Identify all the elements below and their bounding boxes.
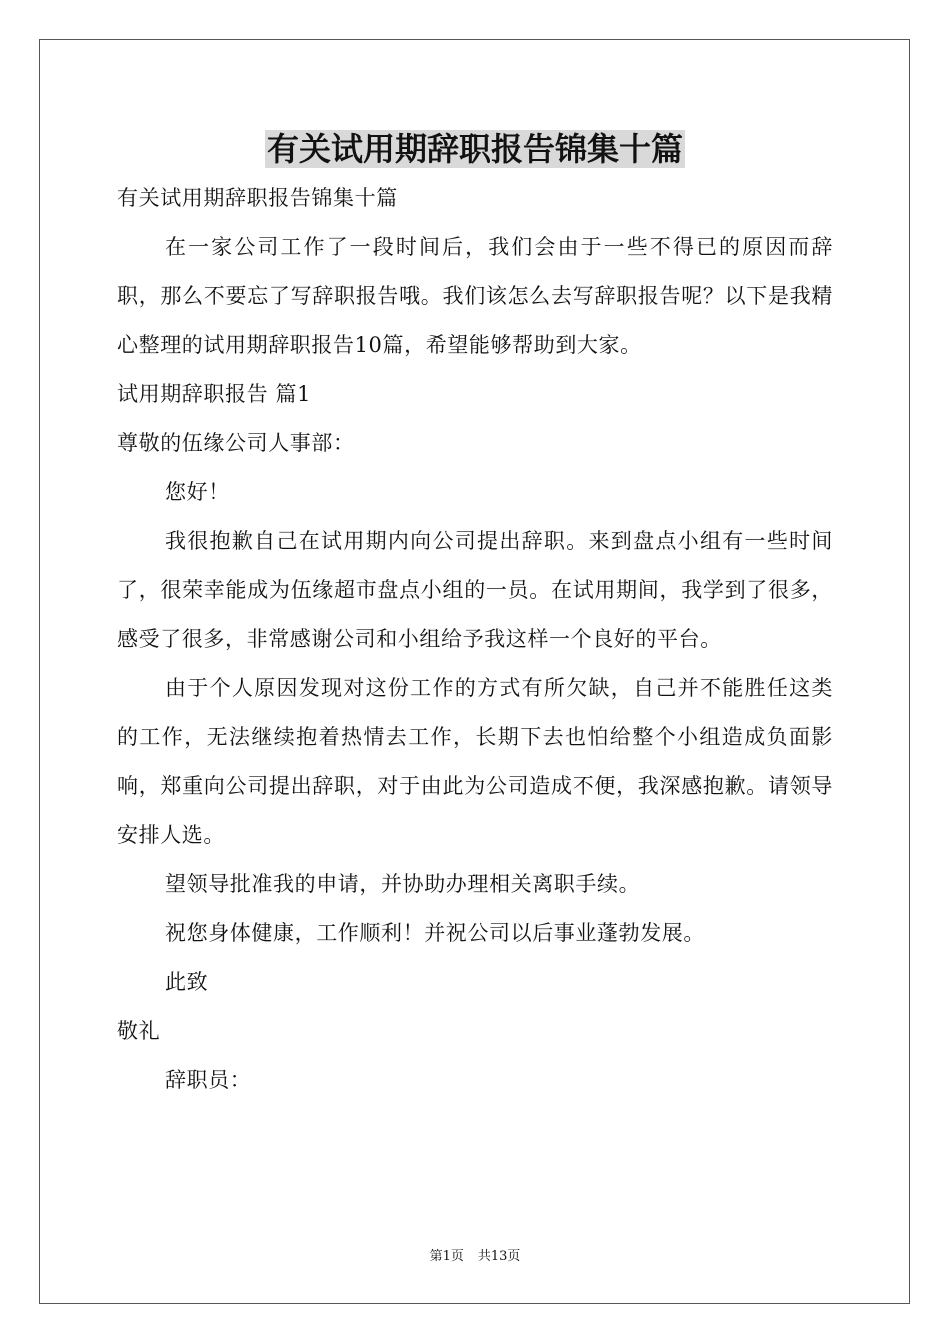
- signature-label: 辞职员：: [165, 1068, 252, 1092]
- greeting: 您好！: [165, 480, 230, 504]
- closing-line-1: 此致: [165, 970, 209, 994]
- section-heading: 试用期辞职报告 篇1: [117, 382, 312, 406]
- document-subtitle: 有关试用期辞职报告锦集十篇: [117, 186, 398, 210]
- document-body: [117, 174, 833, 1105]
- body-paragraph-4: 祝您身体健康，工作顺利！并祝公司以后事业蓬勃发展。: [165, 921, 705, 945]
- closing-line-2: 敬礼: [117, 1019, 161, 1043]
- page-total: 共13页: [477, 1249, 521, 1264]
- document-title: [0, 127, 950, 171]
- page-number: 第1页: [429, 1249, 464, 1264]
- salutation: 尊敬的伍缘公司人事部：: [117, 431, 355, 455]
- page-footer: [0, 1248, 950, 1266]
- body-paragraph-3: 望领导批准我的申请，并协助办理相关离职手续。: [165, 872, 641, 896]
- document-title-text: 有关试用期辞职报告锦集十篇: [266, 130, 683, 168]
- intro-paragraph: 在一家公司工作了一段时间后，我们会由于一些不得已的原因而辞职，那么不要忘了写辞职报告哦。我们该怎么去写辞职报告呢？以下是我精心整理的试用期辞职报告10篇，希望能够帮助到大家。: [117, 235, 833, 357]
- body-paragraph-1: 我很抱歉自己在试用期内向公司提出辞职。来到盘点小组有一些时间了，很荣幸能成为伍缘超市盘点小组的一员。在试用期间，我学到了很多，感受了很多，非常感谢公司和小组给予我这样一个良好的平台。: [117, 529, 833, 651]
- body-paragraph-2: 由于个人原因发现对这份工作的方式有所欠缺，自己并不能胜任这类的工作，无法继续抱着热情去工作，长期下去也怕给整个小组造成负面影响，郑重向公司提出辞职，对于由此为公司造成不便，我深感抱歉。请领导安排人选。: [117, 676, 833, 847]
